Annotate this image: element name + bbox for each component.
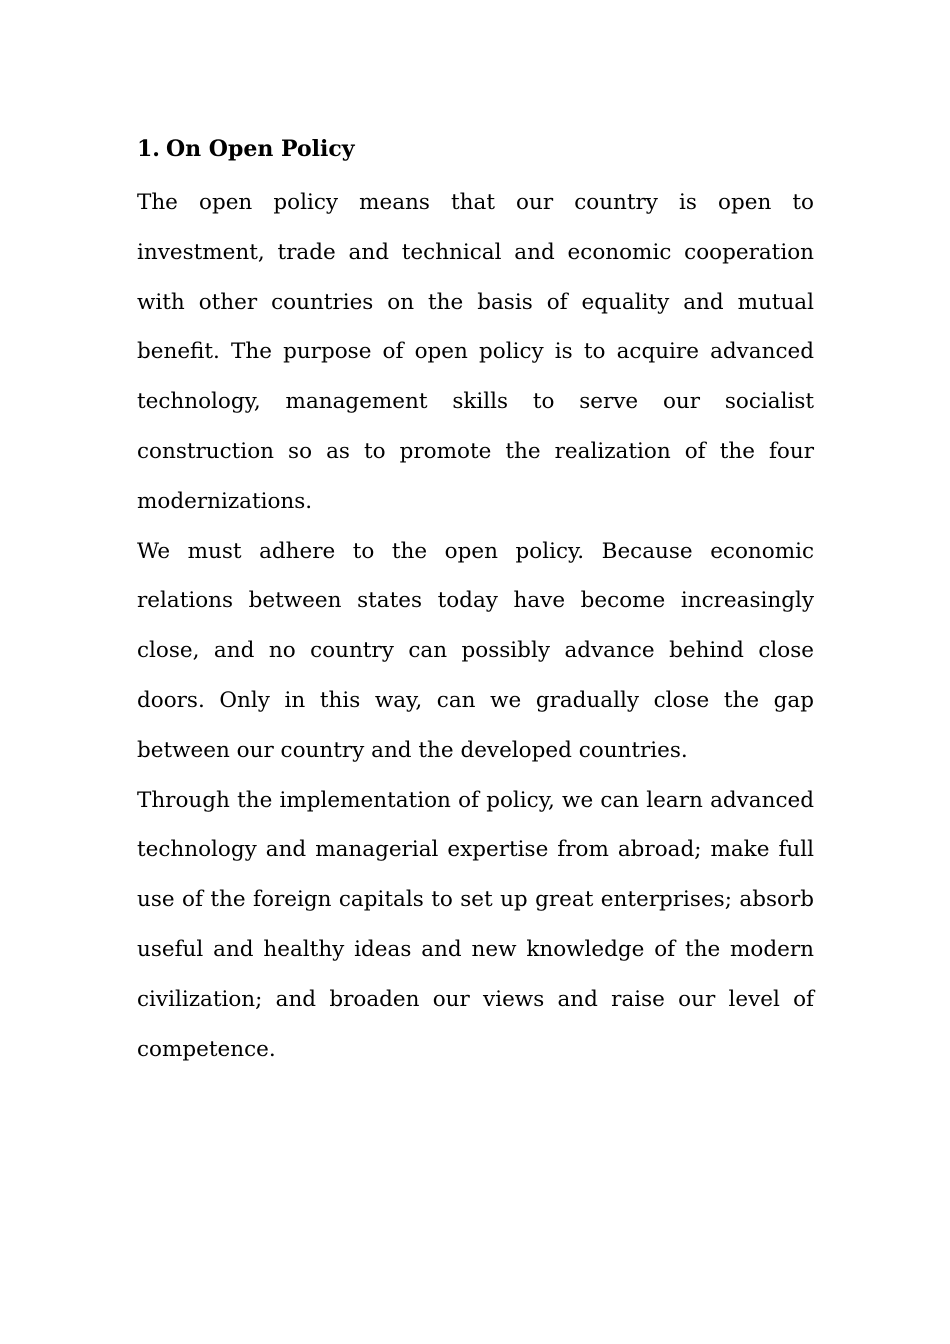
section-number: 1. [137,136,160,162]
document-page [137,128,814,1074]
paragraph-open-policy-definition: The open policy means that our country is open to investment, trade and technical and economic cooperation with other countries on the basis of equality and mutual benefit. The purpose of open policy is to acquire advanced technology, management skills to serve our socialist construction so as to promote the realization of the four modernizations. [137,190,814,514]
section-heading [137,128,814,170]
paragraph-adhere-open-policy: We must adhere to the open policy. Because economic relations between states today have become increasingly close, and no country can possibly advance behind close doors. Only in this way, can we gradually close the gap between our country and the developed countries. [137,538,814,763]
paragraph-implementation-benefits: Through the implementation of policy, we can learn advanced technology and managerial expertise from abroad; make full use of the foreign capitals to set up great enterprises; absorb useful and healthy ideas and new knowledge of the modern civilization; and broaden our views and raise our level of competence. [137,787,814,1062]
section-title: On Open Policy [165,136,355,162]
